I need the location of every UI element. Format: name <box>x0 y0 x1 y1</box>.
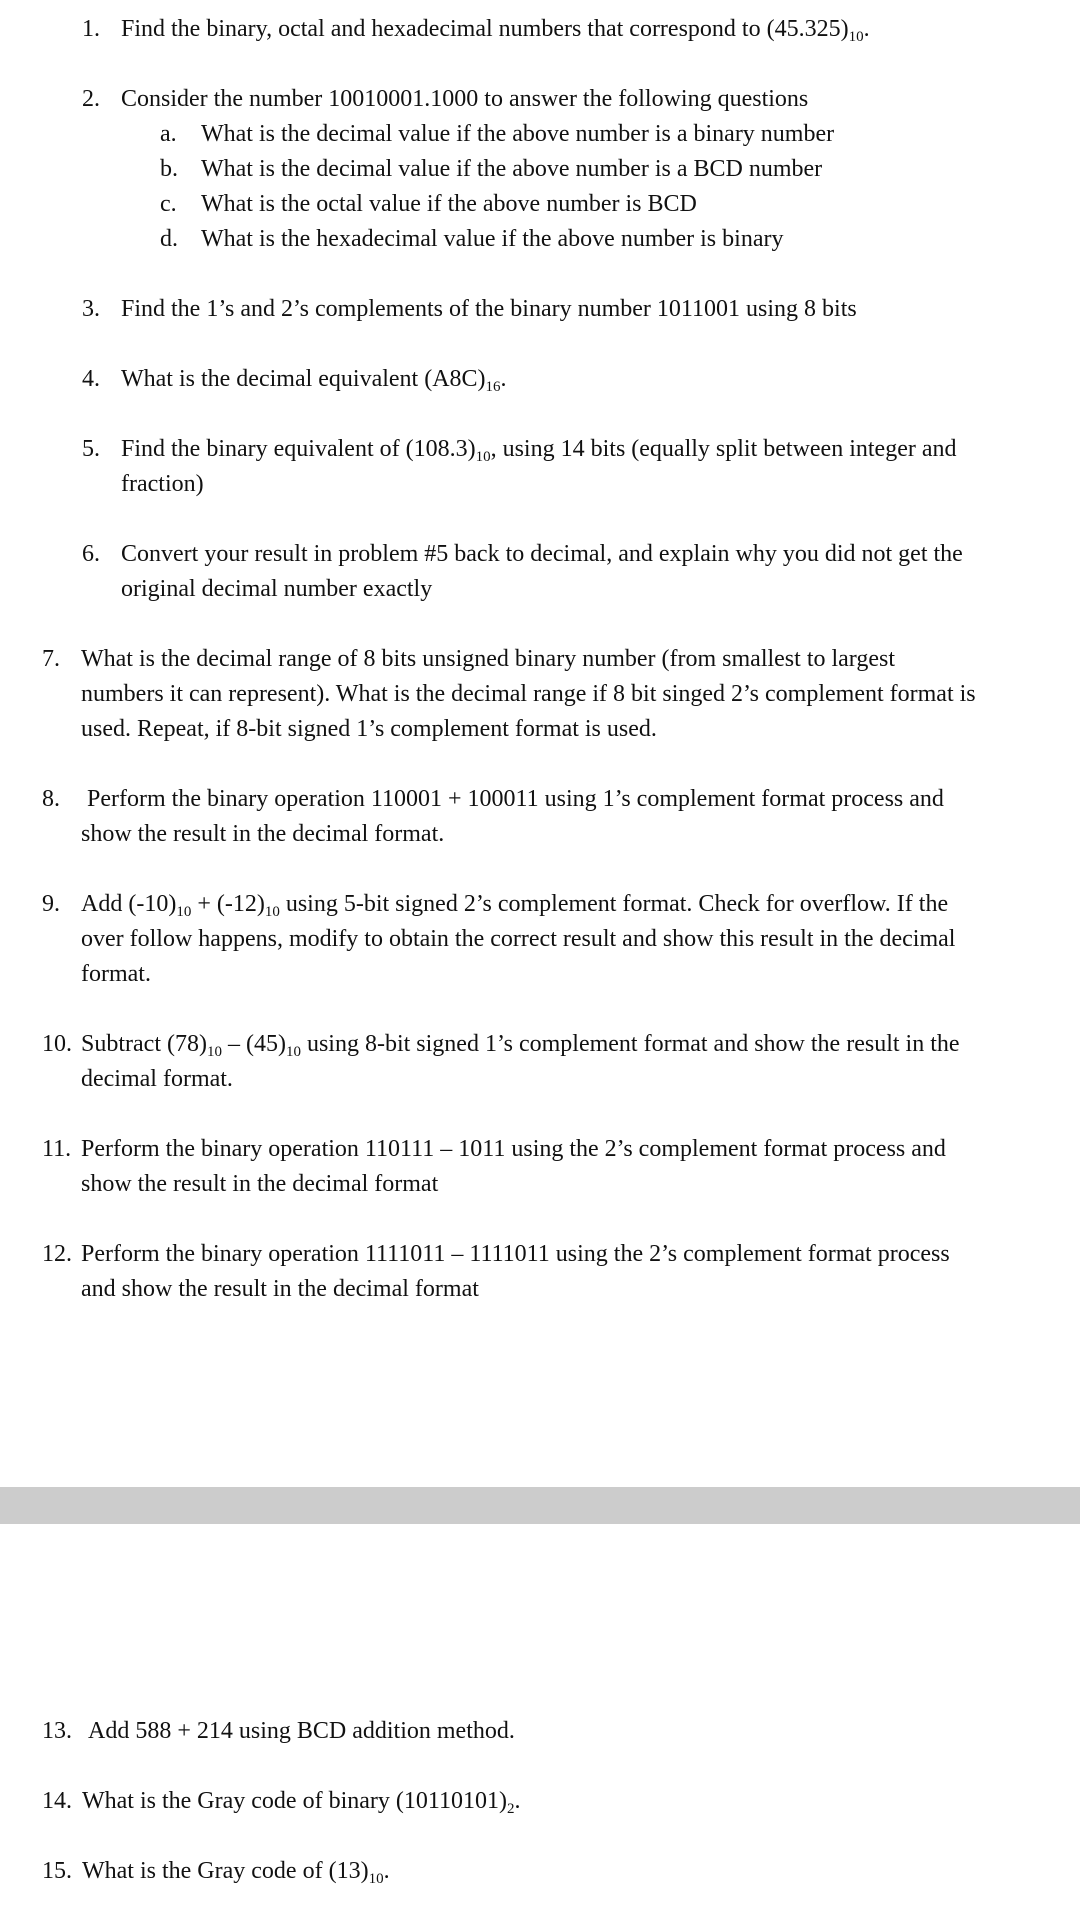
question-text: Add $(-10)_{10} + (-12)_{10}$ using 5-bit signed 2’s complement format. Check for overflow. If the <box>81 891 949 920</box>
question-text-continued: show the result in the decimal format <box>81 1171 439 1197</box>
question-text: Find the 1’s and 2’s complements of the binary number 1011001 using 8 bits <box>121 296 857 322</box>
question-number: 15. <box>42 1858 72 1884</box>
question-number: 9. <box>42 891 60 917</box>
question-text-continued: original decimal number exactly <box>121 576 433 602</box>
subquestion-letter: b. <box>160 156 178 182</box>
question-number: 11. <box>42 1136 72 1162</box>
question-number: 6. <box>82 541 100 567</box>
question-text-continued: over follow happens, modify to obtain the correct result and show this result in the decimal <box>81 926 956 952</box>
question-number: 12. <box>42 1241 72 1267</box>
question-text: Subtract $(78)_{10} - (45)_{10}$ using 8-bit signed 1’s complement format and show the result in the <box>81 1031 960 1060</box>
subquestion-text: What is the decimal value if the above number is a binary number <box>201 121 835 147</box>
question-text-continued: fraction) <box>121 471 204 497</box>
page-divider <box>0 1487 1080 1524</box>
question-text-continued: show the result in the decimal format. <box>81 821 445 847</box>
question-text-continued: used. Repeat, if 8-bit signed 1’s complement format is used. <box>81 716 657 742</box>
question-text-continued: decimal format. <box>81 1066 233 1092</box>
subquestion-text: What is the decimal value if the above number is a BCD number <box>201 156 823 182</box>
subquestion-text: What is the hexadecimal value if the above number is binary <box>201 226 784 252</box>
question-number: 5. <box>82 436 100 462</box>
question-number: 7. <box>42 646 60 672</box>
question-text-continued: numbers it can represent). What is the decimal range if 8 bit singed 2’s complement format is <box>81 681 976 707</box>
question-text: Find the binary equivalent of $(108.3)_{10}$, using 14 bits (equally split between integer and <box>121 436 957 465</box>
question-text-continued: and show the result in the decimal format <box>81 1276 479 1302</box>
question-text-continued: format. <box>81 961 151 987</box>
question-text: What is the Gray code of $(13)_{10}$. <box>82 1858 390 1887</box>
question-number: 4. <box>82 366 100 392</box>
question-number: 8. <box>42 786 60 812</box>
question-text: Find the binary, octal and hexadecimal numbers that correspond to $(45.325)_{10}$. <box>121 16 870 45</box>
question-text: What is the decimal equivalent $(A8C)_{16}$. <box>121 366 507 395</box>
question-text: Perform the binary operation 1111011 – 1111011 using the 2’s complement format process <box>81 1241 950 1267</box>
question-number: 1. <box>82 16 100 42</box>
question-text: Perform the binary operation 110001 + 100011 using 1’s complement format process and <box>87 786 944 812</box>
question-text: What is the decimal range of 8 bits unsigned binary number (from smallest to largest <box>81 646 896 672</box>
subquestion-letter: d. <box>160 226 178 252</box>
question-text: What is the Gray code of binary $(10110101)_2$. <box>82 1788 521 1817</box>
question-number: 14. <box>42 1788 72 1814</box>
question-number: 2. <box>82 86 100 112</box>
question-number: 10. <box>42 1031 72 1057</box>
subquestion-text: What is the octal value if the above number is BCD <box>201 191 697 217</box>
question-text: Consider the number 10010001.1000 to answer the following questions <box>121 86 809 112</box>
question-text: Perform the binary operation 110111 – 1011 using the 2’s complement format process and <box>81 1136 946 1162</box>
subquestion-letter: a. <box>160 121 177 147</box>
question-text: Convert your result in problem #5 back to decimal, and explain why you did not get the <box>121 541 963 567</box>
question-text: Add 588 + 214 using BCD addition method. <box>88 1718 515 1744</box>
question-number: 13. <box>42 1718 72 1744</box>
subquestion-letter: c. <box>160 191 177 217</box>
question-number: 3. <box>82 296 100 322</box>
